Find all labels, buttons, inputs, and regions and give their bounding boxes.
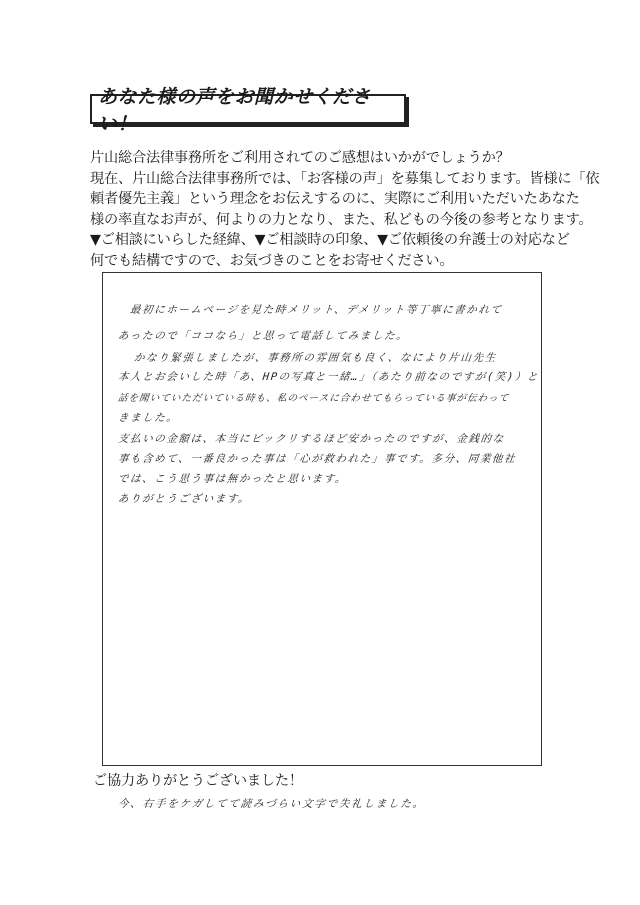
intro-line: ▼ご相談にいらした経緯、▼ご相談時の印象、▼ご依頼後の弁護士の対応など xyxy=(90,232,570,248)
comment-line: 本人とお会いした時「あ、HPの写真と一緒…」（あたり前なのですが(笑)）と xyxy=(117,371,540,383)
closing-text: ご協力ありがとうございました！ xyxy=(93,773,303,789)
intro-line: 頼者優先主義」という理念をお伝えするのに、実際にご利用いただいたあなた xyxy=(90,191,580,207)
intro-line: 様の率直なお声が、何よりの力となり、また、私どもの今後の参考となります。 xyxy=(90,211,593,228)
comment-line: 話を聞いていただいている時も、私のペースに合わせてもらっている事が伝わって xyxy=(117,393,510,404)
postscript-text: 今、右手をケガしてて読みづらい文字で失礼しました。 xyxy=(117,798,426,810)
intro-line: 現在、片山総合法律事務所では、「お客様の声」を募集しております。皆様に「依 xyxy=(90,170,600,187)
comment-line: あったので「ココなら」と思って電話してみました。 xyxy=(117,330,409,342)
intro-line: 何でも結構ですので、お気づきのことをお寄せください。 xyxy=(90,252,454,269)
comment-line: きました。 xyxy=(117,412,180,424)
intro-text xyxy=(90,148,600,271)
page-title-box xyxy=(90,86,406,135)
comment-line: ありがとうございます。 xyxy=(117,493,251,505)
comment-box xyxy=(102,272,542,766)
comment-line: 最初にホームページを見た時メリット、デメリット等丁寧に書かれて xyxy=(129,304,504,316)
page-title: あなた様の声をお聞かせください！ xyxy=(98,86,372,135)
comment-line: 支払いの金額は、本当にビックリするほど安かったのですが、金銭的な xyxy=(117,433,506,445)
comment-line: では、こう思う事は無かったと思います。 xyxy=(117,473,348,485)
intro-line: 片山総合法律事務所をご利用されてのご感想はいかがでしょうか？ xyxy=(90,150,510,166)
comment-line: かなり緊張しましたが、事務所の雰囲気も良く、なにより片山先生 xyxy=(133,352,498,364)
comment-line: 事も含めて、一番良かった事は「心が救われた」事です。多分、同業他社 xyxy=(117,453,517,465)
